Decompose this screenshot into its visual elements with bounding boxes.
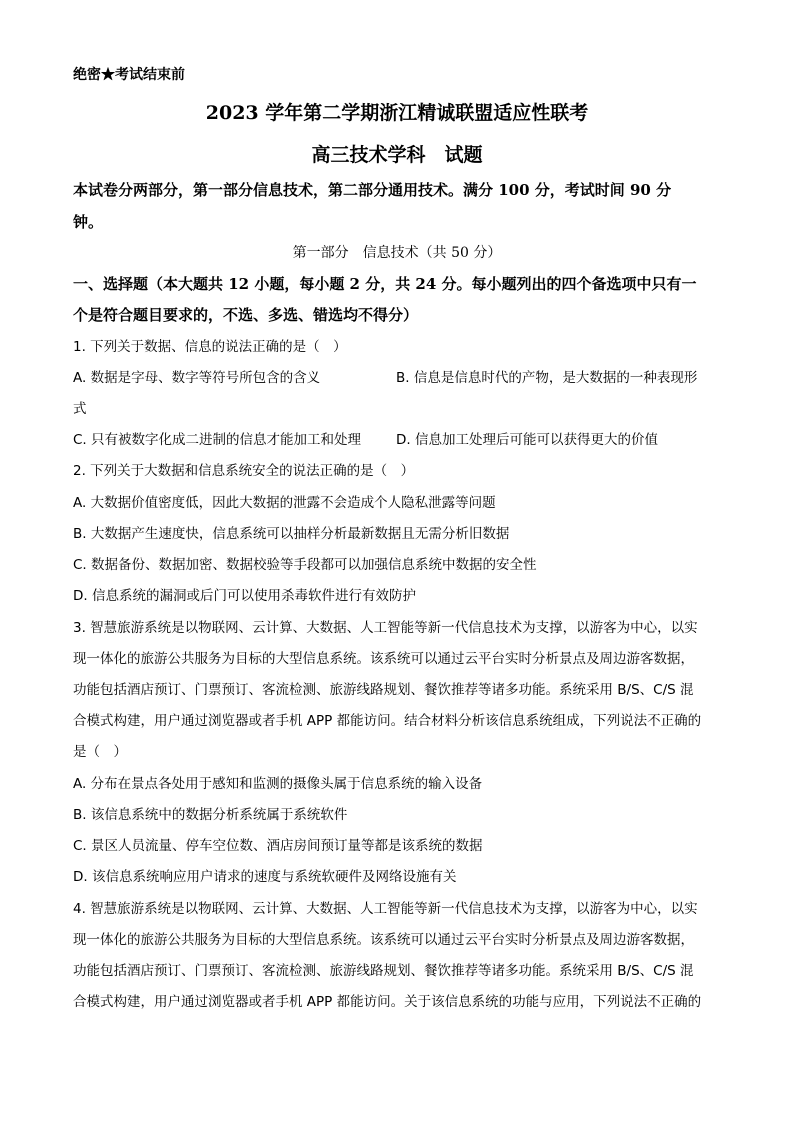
q3-stem-line-1: 3. 智慧旅游系统是以物联网、云计算、大数据、人工智能等新一代信息技术为支撑，以游客为中心，以实 bbox=[73, 620, 698, 636]
q3-stem-line-2: 现一体化的旅游公共服务为目标的大型信息系统。该系统可以通过云平台实时分析景点及周边游客数据， bbox=[73, 651, 694, 667]
q4-stem-line-3: 功能包括酒店预订、门票预订、客流检测、旅游线路规划、餐饮推荐等诸多功能。系统采用 B/S、C/S 混 bbox=[73, 963, 694, 979]
q3-option-d: D. 该信息系统响应用户请求的速度与系统软硬件及网络设施有关 bbox=[73, 869, 457, 885]
q1-option-b: B. 信息是信息时代的产物，是大数据的一种表现形 bbox=[396, 370, 698, 386]
part-heading: 第一部分 信息技术（共 50 分） bbox=[292, 245, 502, 261]
q4-stem-line-2: 现一体化的旅游公共服务为目标的大型信息系统。该系统可以通过云平台实时分析景点及周边游客数据， bbox=[73, 932, 694, 948]
q4-stem-line-4: 合模式构建，用户通过浏览器或者手机 APP 都能访问。关于该信息系统的功能与应用，下列说法不正确的 bbox=[73, 994, 702, 1010]
q2-option-b: B. 大数据产生速度快，信息系统可以抽样分析最新数据且无需分析旧数据 bbox=[73, 526, 510, 542]
q3-stem-line-5: 是（ ） bbox=[73, 744, 127, 760]
q3-option-b: B. 该信息系统中的数据分析系统属于系统软件 bbox=[73, 807, 348, 823]
q3-stem-line-4: 合模式构建，用户通过浏览器或者手机 APP 都能访问。结合材料分析该信息系统组成，下列说法不正确的 bbox=[73, 713, 702, 729]
q3-option-c: C. 景区人员流量、停车空位数、酒店房间预订量等都是该系统的数据 bbox=[73, 838, 483, 854]
q1-option-a: A. 数据是字母、数字等符号所包含的含义 bbox=[73, 370, 321, 386]
q1-option-b-cont: 式 bbox=[73, 401, 87, 417]
q1-option-d: D. 信息加工处理后可能可以获得更大的价值 bbox=[396, 432, 658, 448]
exam-subtitle: 高三技术学科 试题 bbox=[311, 144, 483, 166]
confidential-label: 绝密★考试结束前 bbox=[73, 67, 185, 83]
q2-stem: 2. 下列关于大数据和信息系统安全的说法正确的是（ ） bbox=[73, 463, 415, 479]
q2-option-d: D. 信息系统的漏洞或后门可以使用杀毒软件进行有效防护 bbox=[73, 588, 416, 604]
q2-option-a: A. 大数据价值密度低，因此大数据的泄露不会造成个人隐私泄露等问题 bbox=[73, 495, 496, 511]
q3-option-a: A. 分布在景点各处用于感知和监测的摄像头属于信息系统的输入设备 bbox=[73, 776, 483, 792]
intro-line-2: 钟。 bbox=[73, 213, 104, 231]
q1-stem: 1. 下列关于数据、信息的说法正确的是（ ） bbox=[73, 339, 347, 355]
section-instruction-2: 个是符合题目要求的，不选、多选、错选均不得分） bbox=[73, 306, 419, 324]
q2-option-c: C. 数据备份、数据加密、数据校验等手段都可以加强信息系统中数据的安全性 bbox=[73, 557, 537, 573]
q4-stem-line-1: 4. 智慧旅游系统是以物联网、云计算、大数据、人工智能等新一代信息技术为支撑，以游客为中心，以实 bbox=[73, 901, 698, 917]
exam-title: 2023 学年第二学期浙江精诚联盟适应性联考 bbox=[205, 102, 589, 124]
q3-stem-line-3: 功能包括酒店预订、门票预订、客流检测、旅游线路规划、餐饮推荐等诸多功能。系统采用 B/S、C/S 混 bbox=[73, 682, 694, 698]
intro-line-1: 本试卷分两部分，第一部分信息技术，第二部分通用技术。满分 100 分，考试时间 90 分 bbox=[73, 181, 672, 199]
q1-option-c: C. 只有被数字化成二进制的信息才能加工和处理 bbox=[73, 432, 362, 448]
section-instruction-1: 一、选择题（本大题共 12 小题，每小题 2 分，共 24 分。每小题列出的四个备选项中只有一 bbox=[73, 275, 697, 293]
